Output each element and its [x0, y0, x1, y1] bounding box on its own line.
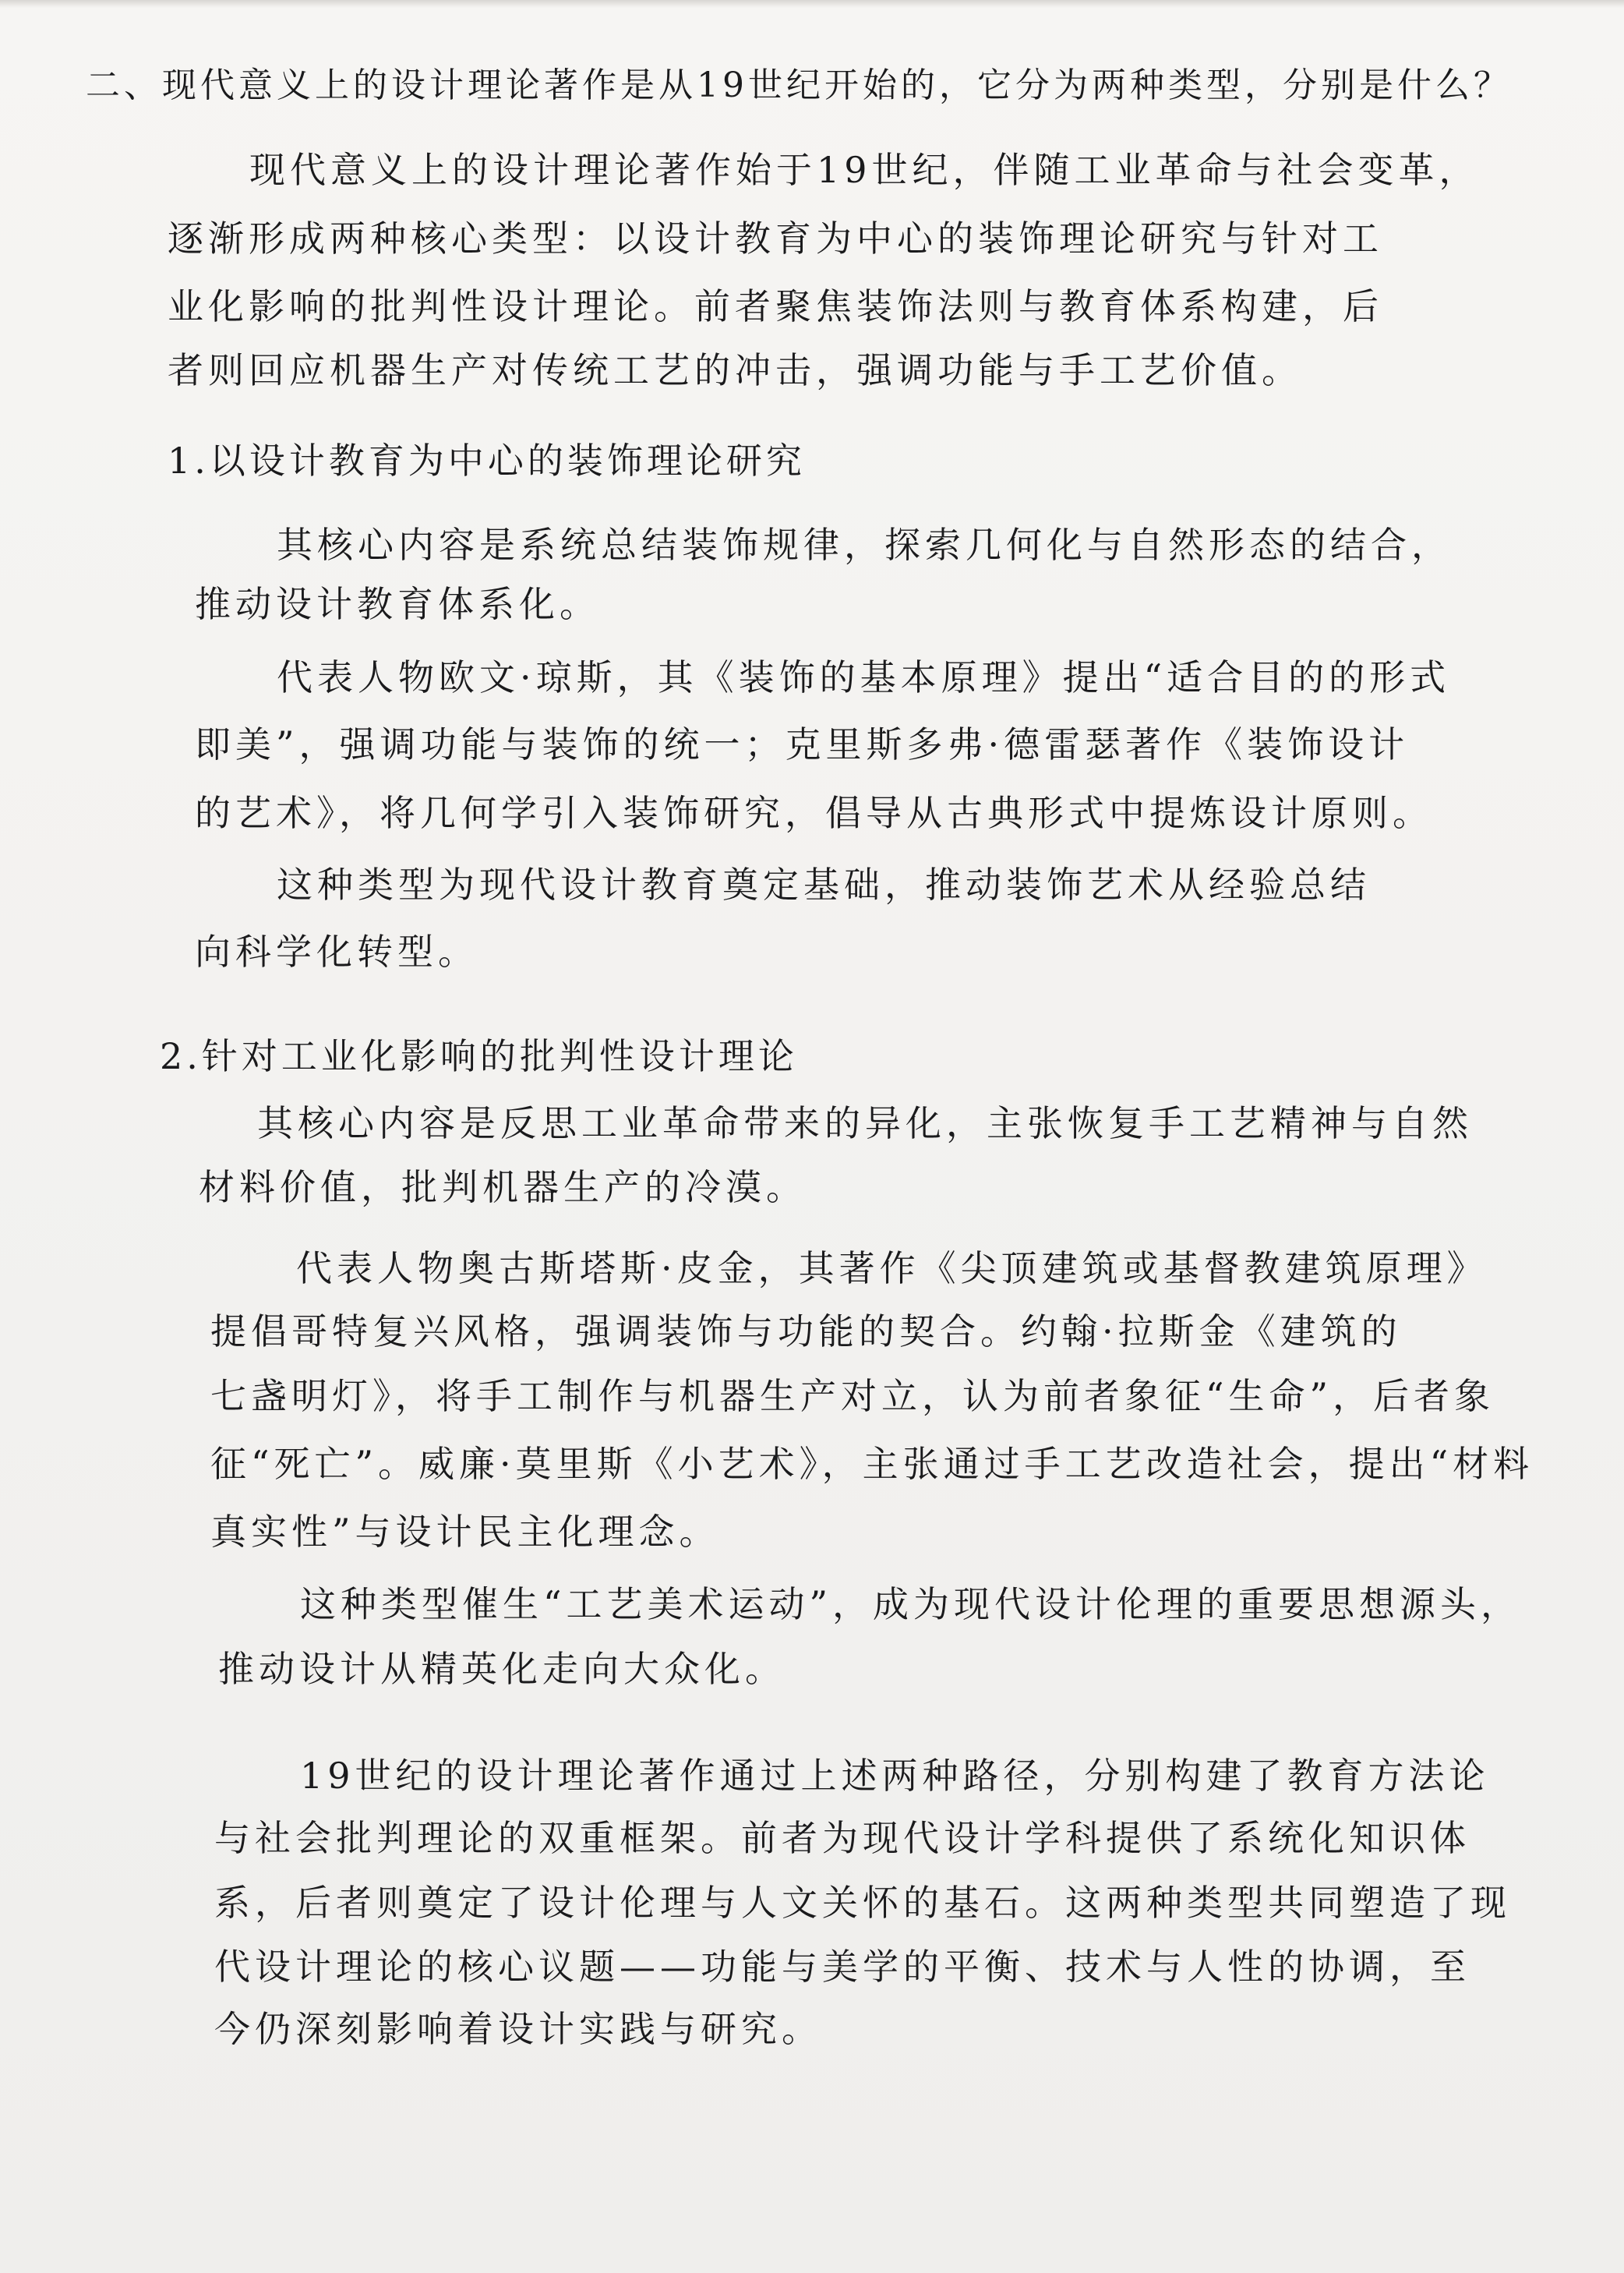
section2-representatives-line: 七盏明灯》，将手工制作与机器生产对立，认为前者象征“生命”，后者象 [210, 1375, 1495, 1417]
conclusion-line: 今仍深刻影响着设计实践与研究。 [214, 2008, 822, 2050]
conclusion-line: 系，后者则奠定了设计伦理与人文关怀的基石。这两种类型共同塑造了现 [214, 1882, 1511, 1924]
section2-representatives-line: 代表人物奥古斯塔斯·皮金，其著作《尖顶建筑或基督教建筑原理》 [296, 1247, 1488, 1289]
section2-content-line: 材料价值，批判机器生产的冷漠。 [199, 1166, 807, 1208]
section1-content-line: 推动设计教育体系化。 [195, 583, 600, 625]
section2-heading: 2.针对工业化影响的批判性设计理论 [160, 1035, 798, 1077]
section2-representatives-line: 真实性”与设计民主化理念。 [210, 1511, 720, 1553]
section1-significance-line: 向科学化转型。 [195, 931, 478, 973]
intro-line: 逐渐形成两种核心类型：以设计教育为中心的装饰理论研究与针对工 [168, 217, 1383, 260]
intro-line: 现代意义上的设计理论著作始于19世纪，伴随工业革命与社会变革， [249, 149, 1480, 191]
question-line: 二、现代意义上的设计理论著作是从19世纪开始的，它分为两种类型，分别是什么？ [86, 65, 1512, 105]
section2-significance-line: 这种类型催生“工艺美术运动”，成为现代设计伦理的重要思想源头， [300, 1583, 1522, 1625]
conclusion-line: 代设计理论的核心议题——功能与美学的平衡、技术与人性的协调，至 [214, 1946, 1470, 1988]
section1-representatives-line: 即美”，强调功能与装饰的统一；克里斯多弗·德雷瑟著作《装饰设计 [195, 723, 1410, 765]
section1-heading: 1.以设计教育为中心的装饰理论研究 [168, 440, 806, 482]
conclusion-line: 与社会批判理论的双重框架。前者为现代设计学科提供了系统化知识体 [214, 1817, 1470, 1859]
section1-content-line: 其核心内容是系统总结装饰规律，探索几何化与自然形态的结合， [277, 524, 1452, 566]
intro-line: 者则回应机器生产对传统工艺的冲击，强调功能与手工艺价值。 [168, 349, 1302, 391]
paper-top-edge [0, 0, 1624, 8]
section1-significance-line: 这种类型为现代设计教育奠定基础，推动装饰艺术从经验总结 [277, 864, 1371, 906]
intro-line: 业化影响的批判性设计理论。前者聚焦装饰法则与教育体系构建，后 [168, 285, 1383, 327]
section1-representatives-line: 的艺术》，将几何学引入装饰研究，倡导从古典形式中提炼设计原则。 [195, 792, 1433, 834]
section1-representatives-line: 代表人物欧文·琼斯，其《装饰的基本原理》提出“适合目的的形式 [277, 656, 1451, 698]
section2-content-line: 其核心内容是反思工业革命带来的异化，主张恢复手工艺精神与自然 [257, 1102, 1473, 1144]
conclusion-line: 19世纪的设计理论著作通过上述两种路径，分别构建了教育方法论 [300, 1755, 1490, 1797]
section2-representatives-line: 征“死亡”。威廉·莫里斯《小艺术》，主张通过手工艺改造社会，提出“材料 [210, 1443, 1534, 1485]
section2-significance-line: 推动设计从精英化走向大众化。 [218, 1648, 786, 1690]
section2-representatives-line: 提倡哥特复兴风格，强调装饰与功能的契合。约翰·拉斯金《建筑的 [210, 1310, 1402, 1352]
